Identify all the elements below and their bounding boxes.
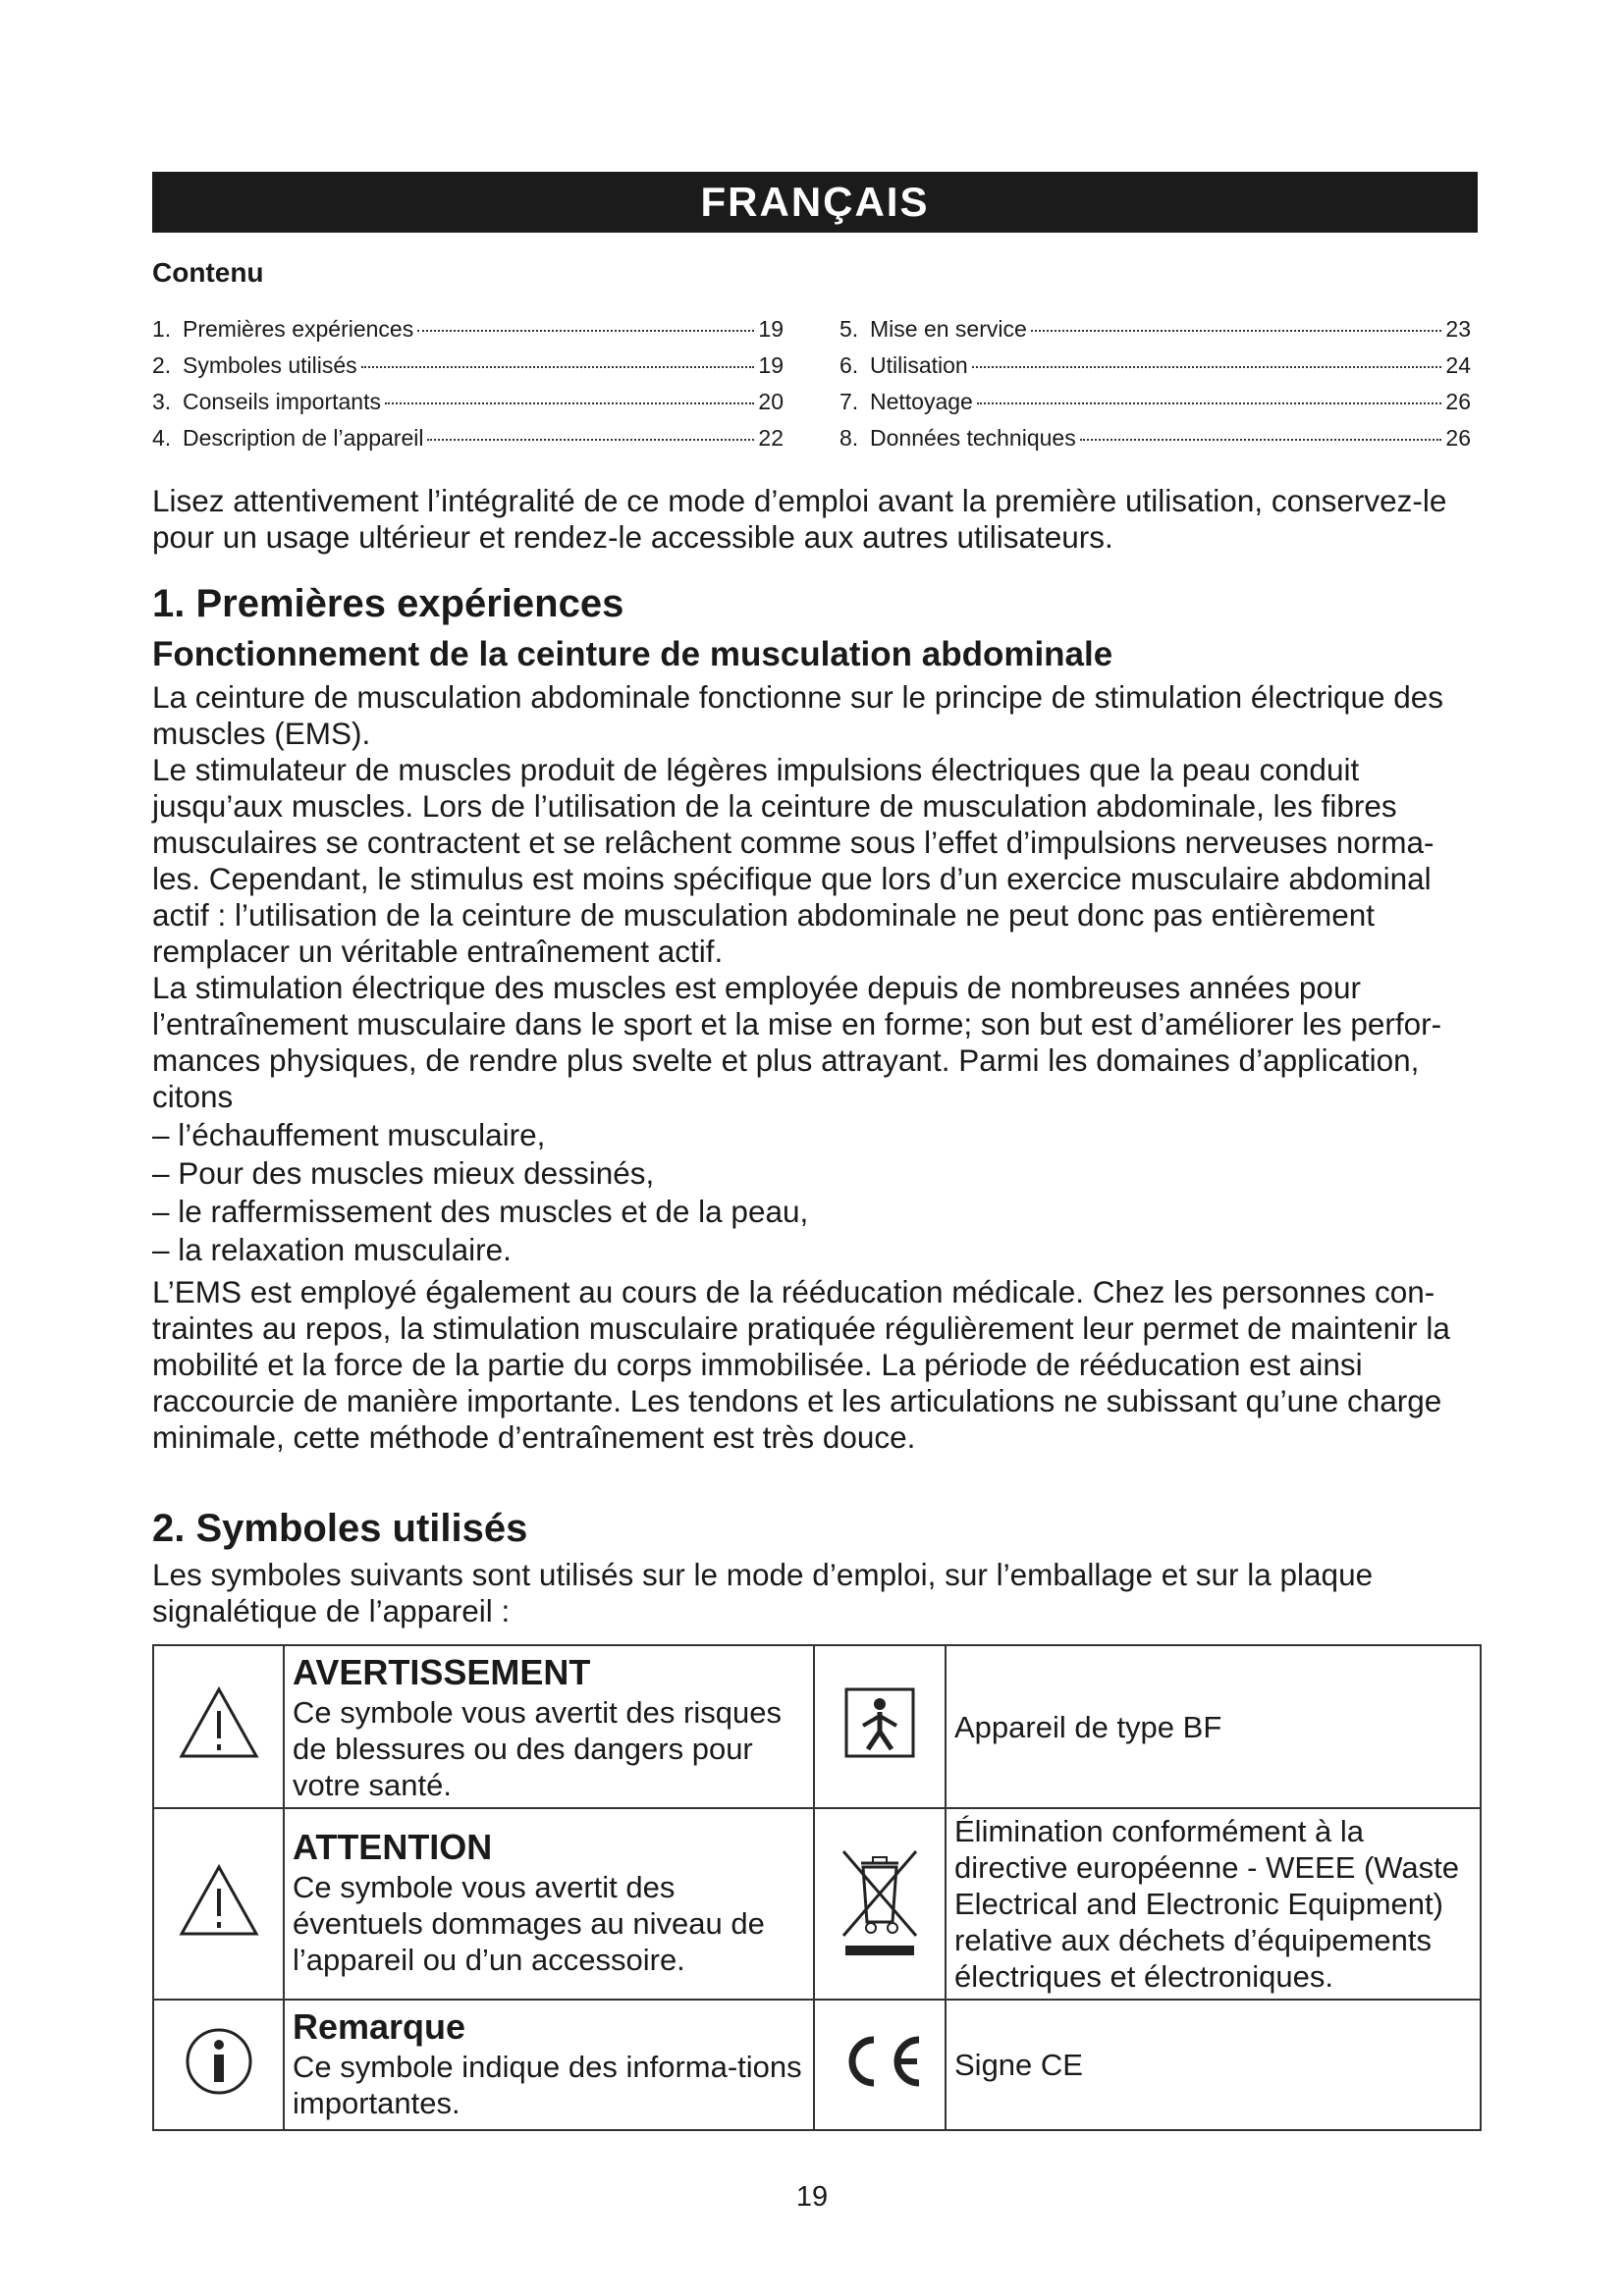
toc-column-left — [152, 316, 784, 461]
toc-item-label: Utilisation — [870, 352, 968, 378]
symbol-description-cell — [284, 1808, 814, 2000]
intro-paragraph: Lisez attentivement l’intégralité de ce mode d’emploi avant la première utilisation, conservez-le pour un usage ultérieur et rendez-le accessible aux autres utilisateurs. — [152, 483, 1447, 555]
caution-triangle-icon — [178, 1863, 260, 1938]
language-banner: FRANÇAIS — [152, 172, 1478, 233]
toc-item-label: Nettoyage — [870, 389, 973, 414]
table-row — [153, 1808, 1481, 2000]
toc-item-label: Description de l’appareil — [183, 425, 424, 451]
toc-item[interactable] — [839, 316, 1471, 352]
table-row — [153, 2000, 1481, 2130]
symbol-description-cell — [284, 2000, 814, 2130]
toc-item-label: Symboles utilisés — [183, 352, 357, 378]
ce-mark-icon — [833, 2032, 927, 2091]
toc-item-page: 19 — [758, 316, 784, 342]
toc-dot-leader — [1080, 439, 1442, 441]
toc-item-page: 22 — [758, 425, 784, 451]
symbol-description-cell — [946, 1808, 1481, 2000]
symbol-description-cell — [946, 2000, 1481, 2130]
section-2-title: 2. Symboles utilisés — [152, 1507, 528, 1550]
toc-item-number: 2. — [152, 352, 172, 378]
section-1-title: 1. Premières expériences — [152, 582, 624, 625]
section-1-paragraph: L’EMS est employé également au cours de la rééducation médicale. Chez les personnes con-traintes au repos, la stimulation musculaire pratiquée régulièrement leur permet de maintenir la mobilité et la force de la partie du corps immobilisée. La période de rééducation est ainsi raccourcie de manière importante. Les tendons et les articulations ne subissant qu’une charge minimale, cette méthode d’entraînement est très douce. — [152, 1274, 1450, 1455]
list-item: – Pour des muscles mieux dessinés, — [152, 1155, 655, 1191]
toc-dot-leader — [417, 330, 754, 332]
toc-item-label: Premières expériences — [183, 316, 414, 342]
application-list — [152, 1117, 1480, 1268]
toc-item-page: 23 — [1445, 316, 1471, 342]
toc-item-number: 8. — [839, 425, 859, 451]
toc-column-right — [839, 316, 1471, 461]
symbol-icon-cell — [814, 1645, 946, 1808]
type-bf-icon — [843, 1686, 916, 1759]
symbol-description-cell — [946, 1645, 1481, 1808]
symbols-table — [152, 1644, 1482, 2131]
warning-triangle-icon — [178, 1685, 260, 1760]
toc-item-number: 5. — [839, 316, 859, 342]
toc-item[interactable] — [839, 389, 1471, 425]
note-description: Ce symbole indique des informa-tions importantes. — [293, 2050, 802, 2120]
toc-item-label: Mise en service — [870, 316, 1027, 342]
toc-item[interactable] — [152, 389, 784, 425]
toc-item-number: 3. — [152, 389, 172, 414]
warning-description: Ce symbole vous avertit des risques de blessures ou des dangers pour votre santé. — [293, 1695, 782, 1802]
warning-title: AVERTISSEMENT — [293, 1652, 591, 1692]
toc-item-page: 26 — [1445, 425, 1471, 451]
type-bf-description: Appareil de type BF — [954, 1709, 1222, 1744]
symbol-icon-cell — [153, 2000, 284, 2130]
symbol-icon-cell — [153, 1808, 284, 2000]
toc-item[interactable] — [152, 352, 784, 389]
weee-crossed-bin-icon — [836, 1842, 924, 1959]
ce-description: Signe CE — [954, 2048, 1083, 2082]
contents-title: Contenu — [152, 257, 264, 288]
section-1-paragraph: La ceinture de musculation abdominale fonctionne sur le principe de stimulation électrique des muscles (EMS). — [152, 679, 1444, 751]
toc-item-page: 20 — [758, 389, 784, 414]
toc-item-number: 4. — [152, 425, 172, 451]
toc-dot-leader — [977, 402, 1442, 404]
list-item: – l’échauffement musculaire, — [152, 1117, 546, 1152]
toc-dot-leader — [972, 366, 1442, 368]
symbol-description-cell — [284, 1645, 814, 1808]
section-2-intro: Les symboles suivants sont utilisés sur le mode d’emploi, sur l’emballage et sur la plaque signalétique de l’appareil : — [152, 1557, 1374, 1629]
toc-item-page: 24 — [1445, 352, 1471, 378]
weee-description: Élimination conformément à la directive européenne - WEEE (Waste Electrical and Electronic Equipment) relative aux déchets d’équipements électriques et électroniques. — [954, 1814, 1460, 1994]
section-1-paragraph: La stimulation électrique des muscles est employée depuis de nombreuses années pour l’entraînement musculaire dans le sport et la mise en forme; son but est d’améliorer les perfor-mances physiques, de rendre plus svelte et plus attrayant. Parmi les domaines d’application, citons — [152, 970, 1442, 1114]
toc-item-number: 1. — [152, 316, 172, 342]
symbol-icon-cell — [814, 1808, 946, 2000]
toc-item-number: 6. — [839, 352, 859, 378]
table-row — [153, 1645, 1481, 1808]
toc-item-label: Conseils importants — [183, 389, 381, 414]
toc-item[interactable] — [152, 425, 784, 461]
toc-item[interactable] — [152, 316, 784, 352]
toc-item-page: 19 — [758, 352, 784, 378]
section-1-subtitle: Fonctionnement de la ceinture de musculation abdominale — [152, 635, 1113, 673]
section-1-body — [152, 679, 1480, 1456]
symbol-icon-cell — [153, 1645, 284, 1808]
list-item: – la relaxation musculaire. — [152, 1232, 512, 1267]
section-1-paragraph: Le stimulateur de muscles produit de légères impulsions électriques que la peau conduit jusqu’aux muscles. Lors de l’utilisation de la ceinture de musculation abdominale, les fibres musculaires se contractent et se relâchent comme sous l’effet d’impulsions nerveuses norma-les. Cependant, le stimulus est moins spécifique que lors d’un exercice musculaire abdominal actif : l’utilisation de la ceinture de musculation abdominale ne peut donc pas entièrement remplacer un véritable entraînement actif. — [152, 752, 1435, 969]
toc-item[interactable] — [839, 425, 1471, 461]
toc-dot-leader — [1031, 330, 1442, 332]
note-title: Remarque — [293, 2006, 466, 2047]
attention-description: Ce symbole vous avertit des éventuels dommages au niveau de l’appareil ou d’un accessoire. — [293, 1870, 765, 1977]
toc-dot-leader — [385, 402, 754, 404]
symbol-icon-cell — [814, 2000, 946, 2130]
toc-item-label: Données techniques — [870, 425, 1076, 451]
toc-dot-leader — [427, 439, 754, 441]
attention-title: ATTENTION — [293, 1827, 493, 1867]
page-number: 19 — [795, 2181, 829, 2213]
toc-dot-leader — [361, 366, 755, 368]
toc-item[interactable] — [839, 352, 1471, 389]
toc-item-number: 7. — [839, 389, 859, 414]
list-item: – le raffermissement des muscles et de la peau, — [152, 1194, 809, 1229]
info-icon — [184, 2026, 254, 2097]
toc-item-page: 26 — [1445, 389, 1471, 414]
